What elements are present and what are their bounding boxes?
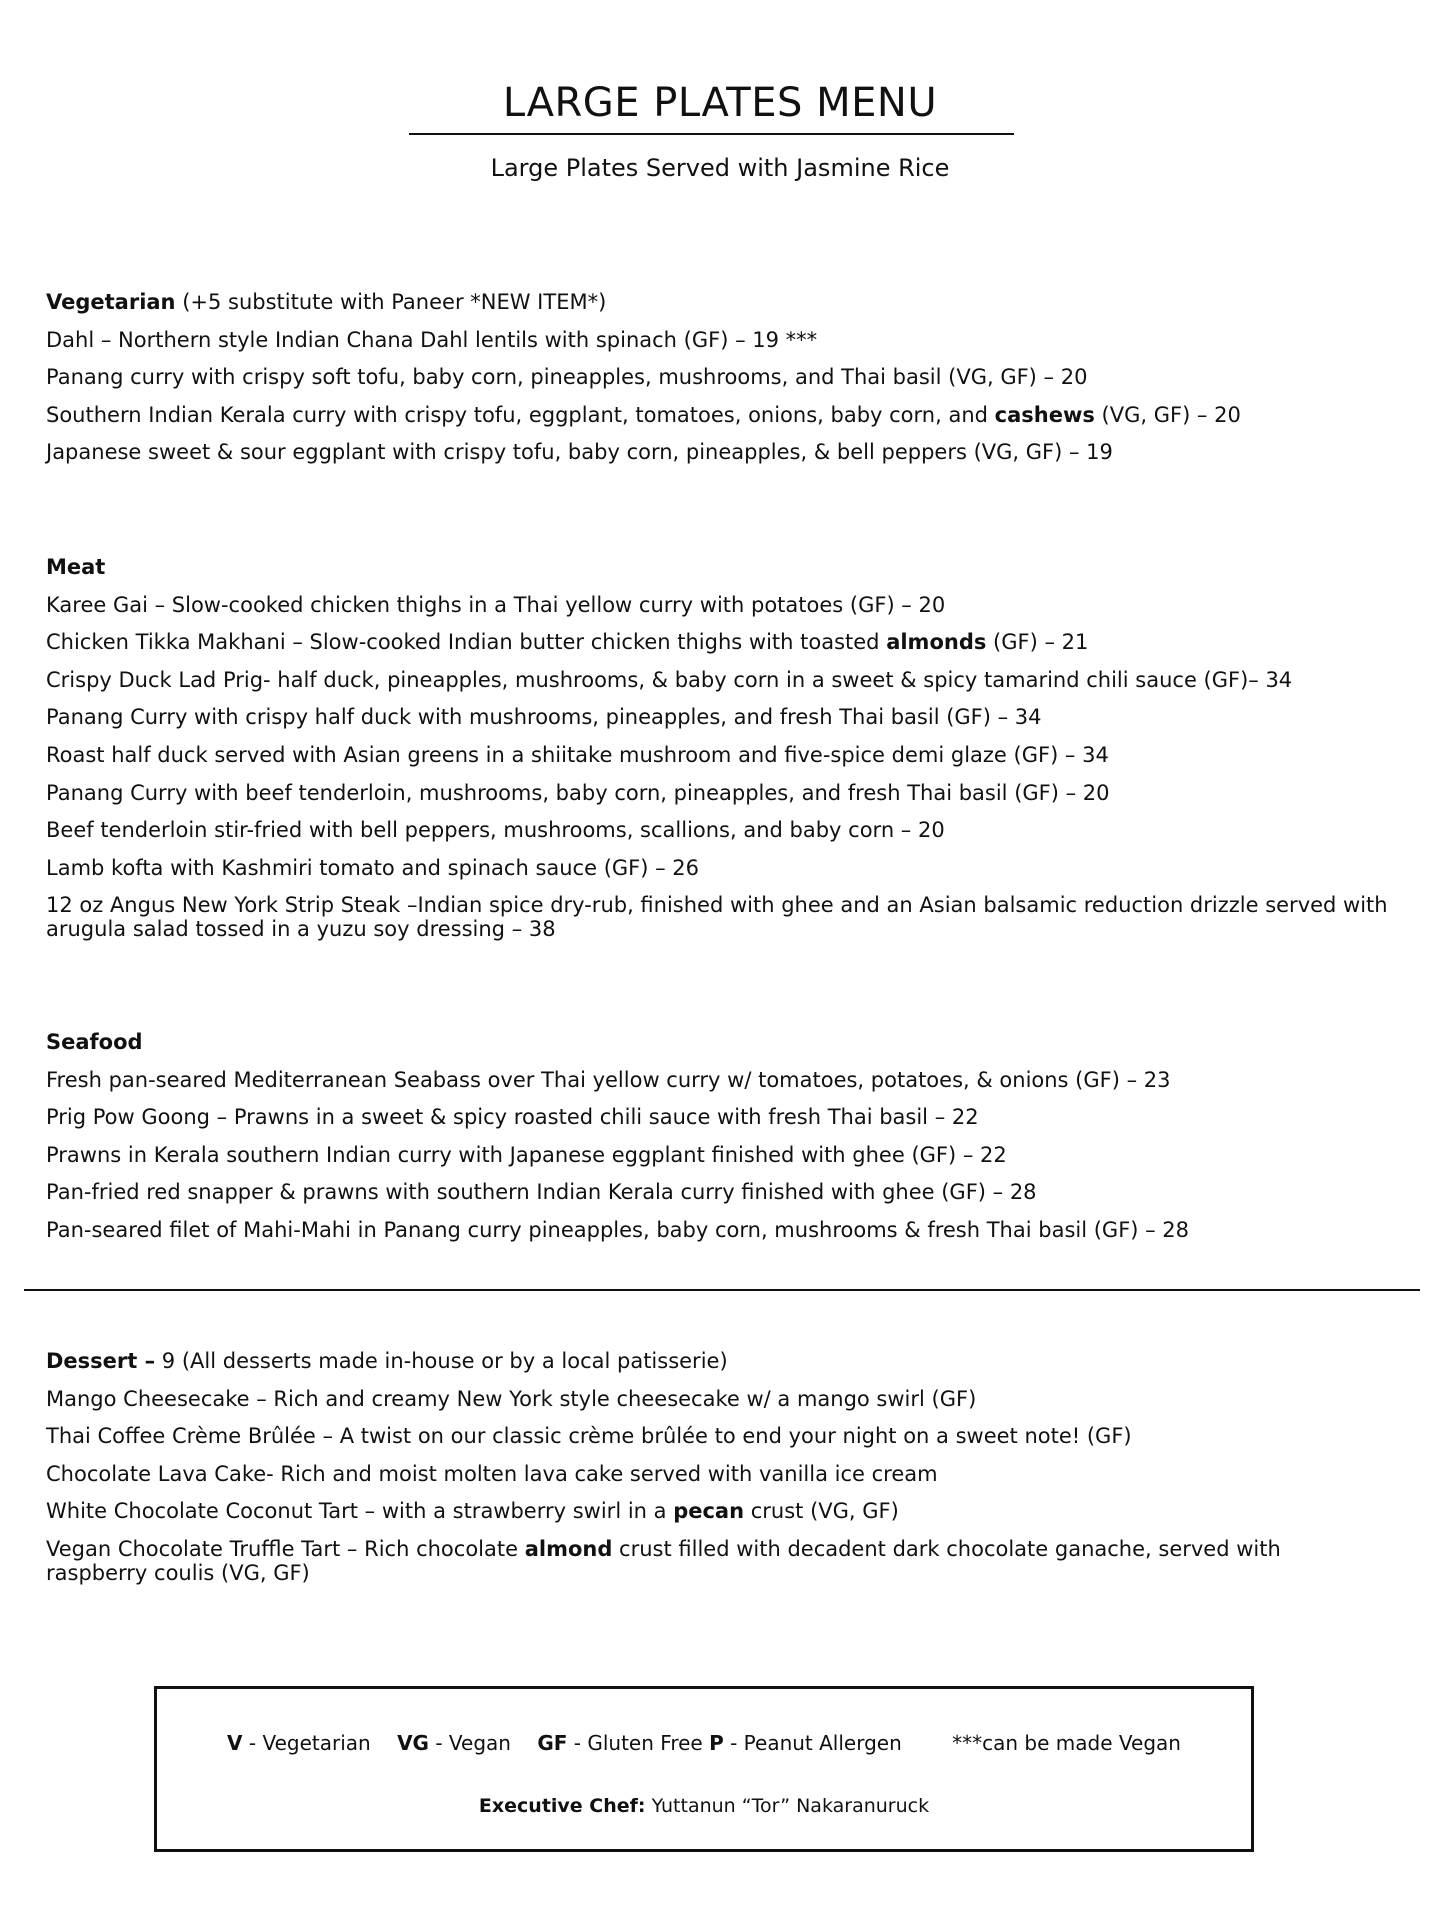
dessert-section	[46, 1343, 1426, 1585]
menu-item	[46, 1493, 1426, 1531]
menu-item	[46, 624, 1426, 662]
dessert-heading	[46, 1343, 1426, 1381]
legend-key: V	[227, 1731, 243, 1755]
menu-item-text: crust (VG, GF)	[744, 1499, 899, 1524]
menu-item: Panang Curry with beef tenderloin, mushrooms, baby corn, pineapples, and fresh Thai basil (GF) – 20	[46, 780, 1110, 805]
menu-item	[46, 1531, 1286, 1585]
menu-item	[46, 397, 1426, 435]
menu-item: Panang curry with crispy soft tofu, baby corn, pineapples, mushrooms, and Thai basil (VG, GF) – 20	[46, 365, 1088, 390]
legend-key: VG	[397, 1731, 429, 1755]
menu-item-text: (GF) – 21	[986, 630, 1089, 655]
chef-name: Yuttanun “Tor” Nakaranuruck	[645, 1795, 930, 1817]
menu-item-text: White Chocolate Coconut Tart – with a strawberry swirl in a	[46, 1499, 674, 1524]
menu-item: Mango Cheesecake – Rich and creamy New York style cheesecake w/ a mango swirl (GF)	[46, 1386, 977, 1411]
meat-section	[46, 549, 1426, 941]
allergen-highlight: almonds	[886, 630, 987, 655]
menu-item: Prawns in Kerala southern Indian curry with Japanese eggplant finished with ghee (GF) – 22	[46, 1142, 1007, 1167]
allergen-highlight: cashews	[994, 402, 1095, 427]
menu-item: Crispy Duck Lad Prig- half duck, pineapples, mushrooms, & baby corn in a sweet & spicy tamarind chili sauce (GF)– 34	[46, 667, 1293, 692]
menu-item: Beef tenderloin stir-fried with bell peppers, mushrooms, scallions, and baby corn – 20	[46, 818, 945, 843]
menu-item-text: crust filled with decadent dark chocolate ganache, served with raspberry coulis (VG, GF)	[46, 1536, 1281, 1585]
menu-item: Pan-fried red snapper & prawns with southern Indian Kerala curry finished with ghee (GF) – 28	[46, 1180, 1037, 1205]
menu-item-text: (VG, GF) – 20	[1094, 402, 1241, 427]
page-subtitle: Large Plates Served with Jasmine Rice	[490, 154, 950, 182]
title-underline	[409, 133, 1014, 135]
menu-item: Japanese sweet & sour eggplant with crispy tofu, baby corn, pineapples, & bell peppers (VG, GF) – 19	[46, 440, 1113, 465]
legend-key: GF	[537, 1731, 568, 1755]
legend-box	[154, 1686, 1254, 1852]
vegetarian-heading	[46, 284, 1426, 322]
menu-item: Pan-seared filet of Mahi-Mahi in Panang curry pineapples, baby corn, mushrooms & fresh Thai basil (GF) – 28	[46, 1217, 1190, 1242]
menu-item: Karee Gai – Slow-cooked chicken thighs in a Thai yellow curry with potatoes (GF) – 20	[46, 592, 946, 617]
chef-label: Executive Chef:	[478, 1795, 646, 1817]
section-heading: Dessert –	[46, 1349, 156, 1373]
menu-item-text: Vegan Chocolate Truffle Tart – Rich chocolate	[46, 1536, 525, 1561]
section-divider	[24, 1289, 1420, 1291]
section-heading-note: (+5 substitute with Paneer *NEW ITEM*)	[175, 290, 607, 314]
menu-item: 12 oz Angus New York Strip Steak –Indian spice dry-rub, finished with ghee and an Asian balsamic reduction drizzle served with arugula salad tossed in a yuzu soy dressing – 38	[46, 893, 1388, 942]
vegetarian-section	[46, 284, 1426, 472]
section-heading: Seafood	[46, 1030, 143, 1054]
section-heading-note: 9 (All desserts made in-house or by a local patisserie)	[155, 1349, 728, 1373]
legend-text: - Vegan	[428, 1731, 511, 1755]
menu-item-text: Southern Indian Kerala curry with crispy tofu, eggplant, tomatoes, onions, baby corn, and	[46, 402, 995, 427]
menu-item: Panang Curry with crispy half duck with mushrooms, pineapples, and fresh Thai basil (GF) – 34	[46, 705, 1042, 730]
legend-text: - Peanut Allergen	[723, 1731, 902, 1755]
legend-text: - Gluten Free	[567, 1731, 710, 1755]
allergen-highlight: pecan	[673, 1499, 745, 1524]
menu-item: Roast half duck served with Asian greens in a shiitake mushroom and five-spice demi glaze (GF) – 34	[46, 742, 1109, 767]
legend-key: P	[709, 1731, 724, 1755]
vegan-note: ***can be made Vegan	[952, 1731, 1181, 1755]
seafood-section	[46, 1024, 1426, 1250]
allergen-highlight: almond	[524, 1536, 613, 1561]
dietary-legend	[157, 1731, 1251, 1755]
section-heading: Meat	[46, 555, 106, 579]
menu-item: Fresh pan-seared Mediterranean Seabass over Thai yellow curry w/ tomatoes, potatoes, & onions (GF) – 23	[46, 1067, 1171, 1092]
menu-item: Lamb kofta with Kashmiri tomato and spinach sauce (GF) – 26	[46, 855, 700, 880]
legend-text: - Vegetarian	[242, 1731, 371, 1755]
menu-item-text: Chicken Tikka Makhani – Slow-cooked Indian butter chicken thighs with toasted	[46, 630, 887, 655]
chef-credit	[157, 1795, 1251, 1817]
menu-item: Thai Coffee Crème Brûlée – A twist on our classic crème brûlée to end your night on a sweet note! (GF)	[46, 1424, 1132, 1449]
menu-item: Prig Pow Goong – Prawns in a sweet & spicy roasted chili sauce with fresh Thai basil – 22	[46, 1105, 979, 1130]
menu-item: Dahl – Northern style Indian Chana Dahl lentils with spinach (GF) – 19 ***	[46, 327, 818, 352]
menu-item: Chocolate Lava Cake- Rich and moist molten lava cake served with vanilla ice cream	[46, 1461, 938, 1486]
page-title: LARGE PLATES MENU	[502, 80, 938, 126]
section-heading: Vegetarian	[46, 290, 176, 314]
